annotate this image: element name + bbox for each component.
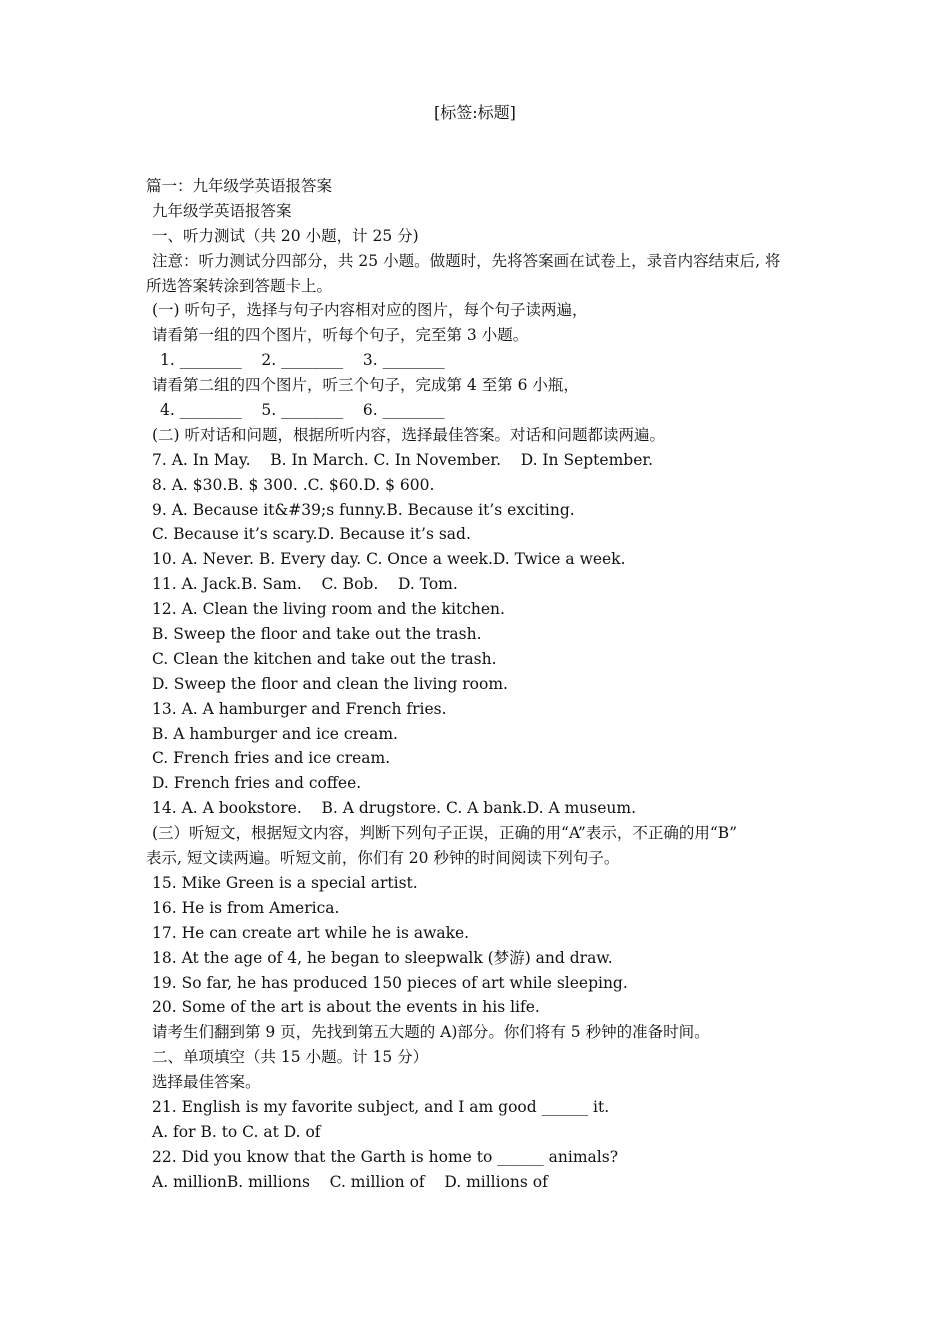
section3-instruction-line1: (三）听短文，根据短文内容，判断下列句子正误，正确的用“A”表示，不正确的用“B” [152, 824, 738, 843]
question-12-option-b: B. Sweep the floor and take out the trash. [152, 625, 482, 644]
question-22: 22. Did you know that the Garth is home to ______ animals? [152, 1147, 619, 1166]
question-12-option-d: D. Sweep the floor and clean the living room. [152, 674, 508, 693]
answer-blanks-4-6: 4. ________ 5. ________ 6. ________ [160, 401, 445, 420]
question-13-option-b: B. A hamburger and ice cream. [152, 724, 398, 743]
question-13-option-d: D. French fries and coffee. [152, 774, 362, 793]
page-title: [标签:标题] [434, 103, 516, 122]
section1-heading: (一) 听句子，选择与句子内容相对应的图片，每个句子读两遍， [152, 301, 588, 320]
question-13-option-a: 13. A. A hamburger and French fries. [152, 699, 447, 718]
question-15: 15. Mike Green is a special artist. [152, 873, 418, 892]
section2-heading: (二) 听对话和问题，根据所听内容，选择最佳答案。对话和问题都读两遍。 [152, 425, 666, 444]
question-11: 11. A. Jack.B. Sam. C. Bob. D. Tom. [152, 575, 458, 594]
section-heading: 篇一：九年级学英语报答案 [146, 177, 333, 195]
question-13-option-c: C. French fries and ice cream. [152, 749, 391, 768]
turn-page-instruction: 请考生们翻到第 9 页，先找到第五大题的 A)部分。你们将有 5 秒钟的准备时间。 [152, 1023, 710, 1042]
question-7: 7. A. In May. B. In March. C. In November. D. In September. [152, 450, 654, 469]
listening-note-line2: 所选答案转涂到答题卡上。 [146, 276, 333, 295]
section3-instruction-line2: 表示, 短文读两遍。听短文前，你们有 20 秒钟的时间阅读下列句子。 [146, 849, 620, 868]
part1-heading: 一、听力测试（共 20 小题，计 25 分) [152, 226, 419, 245]
question-9-options-cd: C. Because it’s scary.D. Because it’s sad. [152, 525, 471, 544]
question-20: 20. Some of the art is about the events in his life. [152, 998, 540, 1017]
question-17: 17. He can create art while he is awake. [152, 923, 470, 942]
question-18: 18. At the age of 4, he began to sleepwalk (梦游) and draw. [152, 948, 613, 967]
question-21-options: A. for B. to C. at D. of [152, 1122, 321, 1141]
question-16: 16. He is from America. [152, 898, 340, 917]
question-9-options-ab: 9. A. Because it&#39;s funny.B. Because it’s exciting. [152, 500, 575, 519]
question-21: 21. English is my favorite subject, and I am good ______ it. [152, 1097, 610, 1116]
question-12-option-a: 12. A. Clean the living room and the kitchen. [152, 600, 505, 619]
section1-group2-instruction: 请看第二组的四个图片，听三个句子，完成第 4 至第 6 小瓶， [152, 376, 579, 395]
question-14: 14. A. A bookstore. B. A drugstore. C. A bank.D. A museum. [152, 799, 637, 818]
doc-title: 九年级学英语报答案 [152, 201, 292, 220]
answer-blanks-1-3: 1. ________ 2. ________ 3. ________ [160, 351, 445, 370]
question-22-options: A. millionB. millions C. million of D. millions of [152, 1172, 548, 1191]
question-8: 8. A. $30.B. $ 300. .C. $60.D. $ 600. [152, 475, 435, 494]
question-19: 19. So far, he has produced 150 pieces of art while sleeping. [152, 973, 628, 992]
section1-group1-instruction: 请看第一组的四个图片，听每个句子，完至第 3 小题。 [152, 326, 529, 345]
listening-note-line1: 注意：听力测试分四部分，共 25 小题。做题时，先将答案画在试卷上，录音内容结束后, 将 [152, 251, 781, 270]
question-10: 10. A. Never. B. Every day. C. Once a week.D. Twice a week. [152, 550, 626, 569]
part2-instruction: 选择最佳答案。 [152, 1073, 261, 1092]
document-body [146, 174, 811, 1195]
question-12-option-c: C. Clean the kitchen and take out the trash. [152, 649, 497, 668]
part2-heading: 二、单项填空（共 15 小题。计 15 分） [152, 1048, 429, 1067]
